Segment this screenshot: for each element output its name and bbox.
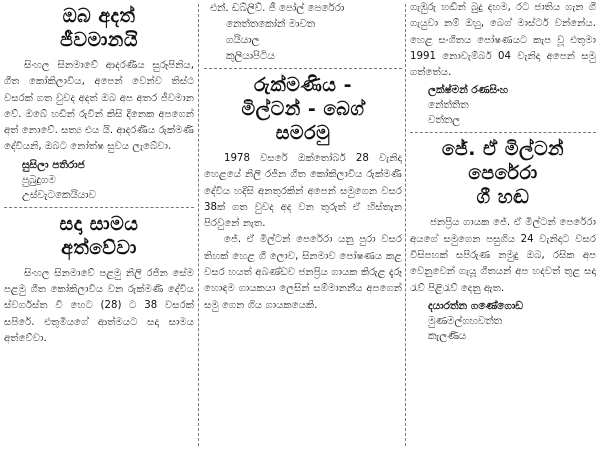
article3-para1: 1978 වසරේ ඔක්තෝබර් 28 වැනිදා හෙළයේ නිලි රජින ගීත කෝකිලාවිය රුක්මණී දේවිය හදිසි අනතුරකින් අපෙන් සමුගෙන වසර 38ක් ගත වුවද අද වන තුරුත් ඒ හිස්තැන පිරවුනේ නැත.	[204, 153, 402, 230]
headline-line: මිල්ටන් - බෙග්	[241, 98, 365, 120]
headline-line: ජේ. ඒ මිල්ටන්	[441, 138, 565, 161]
article4-place: මුණමල්ගහවත්ත	[428, 314, 502, 327]
headline-line: ඔබ අදත්	[62, 5, 136, 27]
continued-author: ලක්ෂ්මන් රණසිංහ	[428, 84, 508, 97]
list-item: ගයියාල	[226, 34, 260, 46]
column-3	[410, 0, 596, 450]
list-item: එන්. ඩබ්ලිව්. ජී පෝල් පෙරේරා	[210, 2, 345, 14]
column-1	[4, 0, 194, 450]
continued-body: ගැඹුරු හඬින් බුදු දහම, රට ජාතිය ගැන ගී ගැයුවා නම් ඔහු, බෙග් මාස්ටර් වන්නේය. හෙළ සංගීතය පෝෂණයට කැප වූ එතුමා 1991 නොවැම්බර් 04 වැනිදා අපෙන් සමු ගත්තේය.	[410, 2, 596, 79]
article2-body: සිංහල සිනමාවේ පළමු නිලි රජින සේම පළමු ගීත කෝකිලාවිය වන රුක්මණි දේවිය ස්වර්ගස්ත වී හෙට (28) ට 38 වසරක් සපිරේ. එතුමියගේ ආත්මයට සදා සාමය අත්වේවා.	[4, 267, 194, 344]
column-divider	[405, 4, 406, 446]
divider	[204, 68, 402, 69]
headline-line: සදා සාමය	[59, 212, 139, 235]
list-item: නෙත්තකෝන් මාවත	[226, 18, 316, 30]
article3-headline	[204, 73, 402, 145]
headline-line: ගී හඬ	[476, 186, 530, 209]
article4-headline	[410, 137, 596, 209]
headline-line: අත්වේවා	[61, 236, 137, 259]
column-divider	[198, 4, 199, 446]
article4-place: කැලණිය	[428, 329, 467, 342]
headline-line: ජීවමානයි	[59, 29, 139, 51]
article4-author: දයාරත්න ගණේගොඩ	[428, 299, 524, 312]
intro-list	[204, 0, 402, 64]
article1-headline	[4, 4, 194, 52]
divider	[410, 132, 596, 133]
article2-headline	[4, 212, 194, 260]
article4-body: ජනප්‍රිය ගායක ජේ. ඒ මිල්ටන් පෙරේරා අයගේ සමුගෙන පසුගිය 24 වැනිදාට වසර විසිපහක් සපිරුණ නමුදු ඔබ, රසික අප වෙනුවෙන් ගැයූ ගීතයන් අප හදවත් තුළ සදා රැව් පිළිරැව් දෙනු ඇත.	[410, 217, 596, 294]
article1-body: සිංහල සිනමාවේ ආදරණීය සුරූපිනිය, ගීත කෝකිලාවිය, අපෙන් වෙන්ව තිස්ථ වසරක් ගත වුවද අදත් ඔබ අප අතර ජීවමාන වේ. ඔබේ හඩින් රුවින් කිසි දිනෙක අපගෙන් අත් නොවේ. සත්‍ය එය යි. ආදරණීය රුක්මණි දේවියනි, ඔබට නෝත්ෂ සුවය ලැබේවා.	[4, 60, 194, 153]
headline-line: රුක්මණිය -	[254, 74, 352, 96]
continued-place: නේත්තිත	[428, 99, 469, 112]
article1-place: උස්වැටකෙයියාව	[22, 188, 96, 201]
article3-para2: ජේ. ඒ මිල්ටන් පෙරේරා යනු පුරා වසර තිහක් හෙළ ගී ලොව, සිනමාව පෝෂණය කළ වසර හයත් අබණ්ඩව ජනප්‍රිය ගායක කිරුළ දැරූ හොඳම ගායකයා ලෙසින් සම්මානනීය අපගෙන් සමු ගෙන ගිය ගායකයෙකි.	[204, 234, 402, 311]
column-2	[204, 0, 402, 450]
continued-place: වත්තල	[428, 114, 460, 127]
article1-author: සුසිලා පතිරාජ	[22, 158, 85, 171]
article1-place: පුබුදුගම	[22, 173, 56, 186]
headline-line: පෙරේරා	[468, 162, 538, 185]
divider	[4, 207, 194, 208]
headline-line: සමරමු	[275, 122, 331, 144]
list-item: කුලියාපිටිය	[226, 50, 275, 62]
